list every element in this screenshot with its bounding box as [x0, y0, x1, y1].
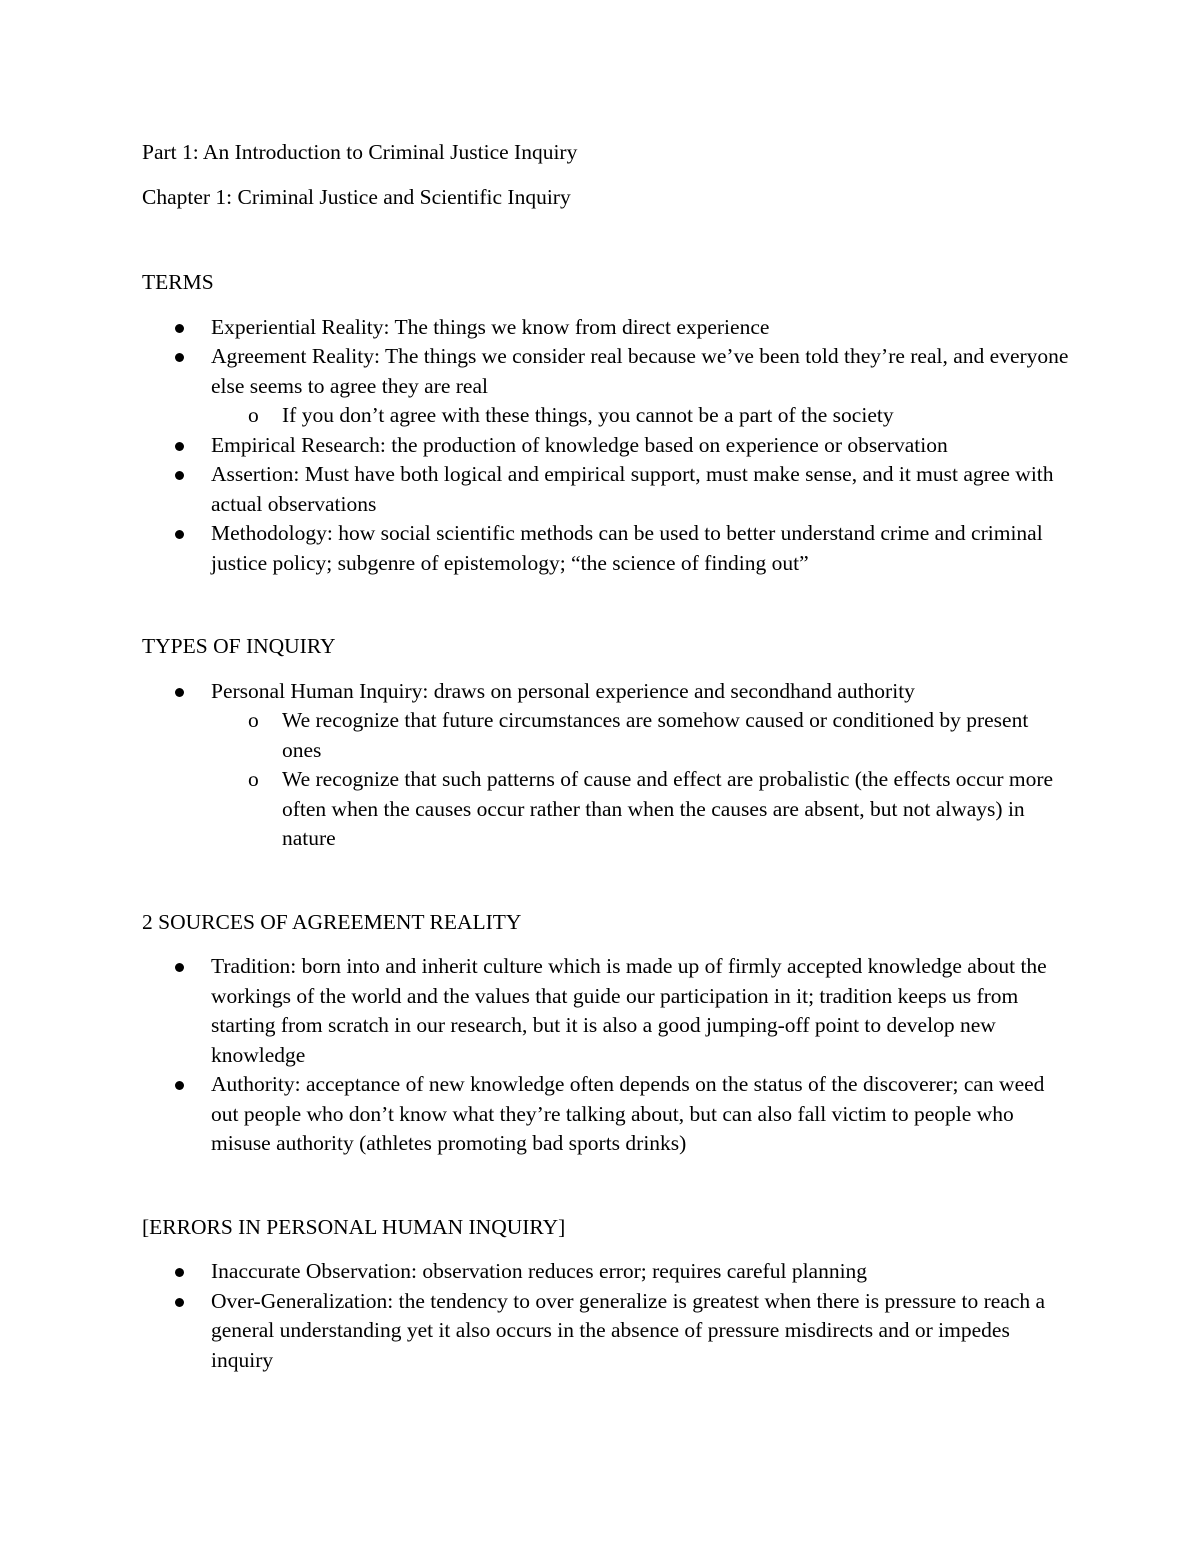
- list-item-text: Over-Generalization: the tendency to over generalize is greatest when there is pressure to reach a general understanding yet it also occurs in the absence of pressure misdirects and or impedes inquiry: [211, 1288, 1046, 1372]
- sub-list-item: [142, 706, 1072, 765]
- errors-list: [142, 1257, 1072, 1375]
- terms-list: [142, 313, 1072, 579]
- sub-list-item-text: We recognize that future circumstances are somehow caused or conditioned by present ones: [282, 708, 1029, 762]
- list-item: [142, 1287, 1072, 1376]
- sub-list-item-text: We recognize that such patterns of cause and effect are probalistic (the effects occur more often when the causes occur rather than when the causes are absent, but not always) in nature: [282, 767, 1054, 850]
- section-heading-terms: TERMS: [142, 270, 214, 294]
- list-item-text: Assertion: Must have both logical and empirical support, must make sense, and it must agree with actual observations: [211, 462, 1054, 516]
- bullet-icon: [175, 324, 184, 333]
- bullet-icon: [175, 1298, 184, 1307]
- bullet-icon: [175, 530, 184, 539]
- bullet-icon: [175, 471, 184, 480]
- sub-bullet-icon: o: [248, 403, 259, 427]
- section-heading-sources: 2 SOURCES OF AGREEMENT REALITY: [142, 909, 522, 934]
- bullet-icon: [175, 1268, 184, 1277]
- sub-bullet-icon: o: [248, 708, 259, 732]
- list-item-text: Empirical Research: the production of knowledge based on experience or observation: [211, 432, 948, 457]
- list-item: [142, 460, 1072, 519]
- list-item-text: Agreement Reality: The things we consider real because we’ve been told they’re real, and everyone else seems to agree they are real: [211, 344, 1069, 398]
- types-list: [142, 677, 1072, 854]
- document-page: [142, 138, 1072, 1375]
- list-item-text: Tradition: born into and inherit culture which is made up of firmly accepted knowledge about the workings of the world and the values that guide our participation in it; tradition keeps us from starting from scratch in our research, but it is also a good jumping-off point to develop new knowledge: [211, 954, 1047, 1067]
- sub-list-item: [142, 401, 1072, 431]
- bullet-icon: [175, 353, 184, 362]
- list-item: [142, 1257, 1072, 1287]
- list-item: [142, 313, 1072, 343]
- list-item: [142, 952, 1072, 1070]
- sub-list-item: [142, 765, 1072, 854]
- list-item-text: Inaccurate Observation: observation reduces error; requires careful planning: [211, 1259, 868, 1283]
- list-item: [142, 519, 1072, 578]
- chapter-title: Chapter 1: Criminal Justice and Scientific Inquiry: [142, 184, 571, 209]
- list-item: [142, 1070, 1072, 1159]
- list-item-text: Experiential Reality: The things we know from direct experience: [211, 314, 770, 339]
- part-title: Part 1: An Introduction to Criminal Justice Inquiry: [142, 140, 578, 164]
- sub-list-item-text: If you don’t agree with these things, you cannot be a part of the society: [282, 403, 894, 427]
- list-item-text: Authority: acceptance of new knowledge often depends on the status of the discoverer; can weed out people who don’t know what they’re talking about, but can also fall victim to people who misuse authority (athletes promoting bad sports drinks): [211, 1072, 1045, 1155]
- list-item-text: Methodology: how social scientific methods can be used to better understand crime and criminal justice policy; subgenre of epistemology; “the science of finding out”: [211, 521, 1043, 575]
- bullet-icon: [175, 1081, 184, 1090]
- bullet-icon: [175, 963, 184, 972]
- list-item: [142, 677, 1072, 707]
- list-item: [142, 431, 1072, 461]
- list-item: [142, 342, 1072, 401]
- section-heading-errors: [ERRORS IN PERSONAL HUMAN INQUIRY]: [142, 1214, 566, 1239]
- section-heading-types-of-inquiry: TYPES OF INQUIRY: [142, 634, 336, 658]
- bullet-icon: [175, 442, 184, 451]
- bullet-icon: [175, 688, 184, 697]
- sources-list: [142, 952, 1072, 1159]
- list-item-text: Personal Human Inquiry: draws on personal experience and secondhand authority: [211, 678, 915, 703]
- sub-bullet-icon: o: [248, 767, 259, 791]
